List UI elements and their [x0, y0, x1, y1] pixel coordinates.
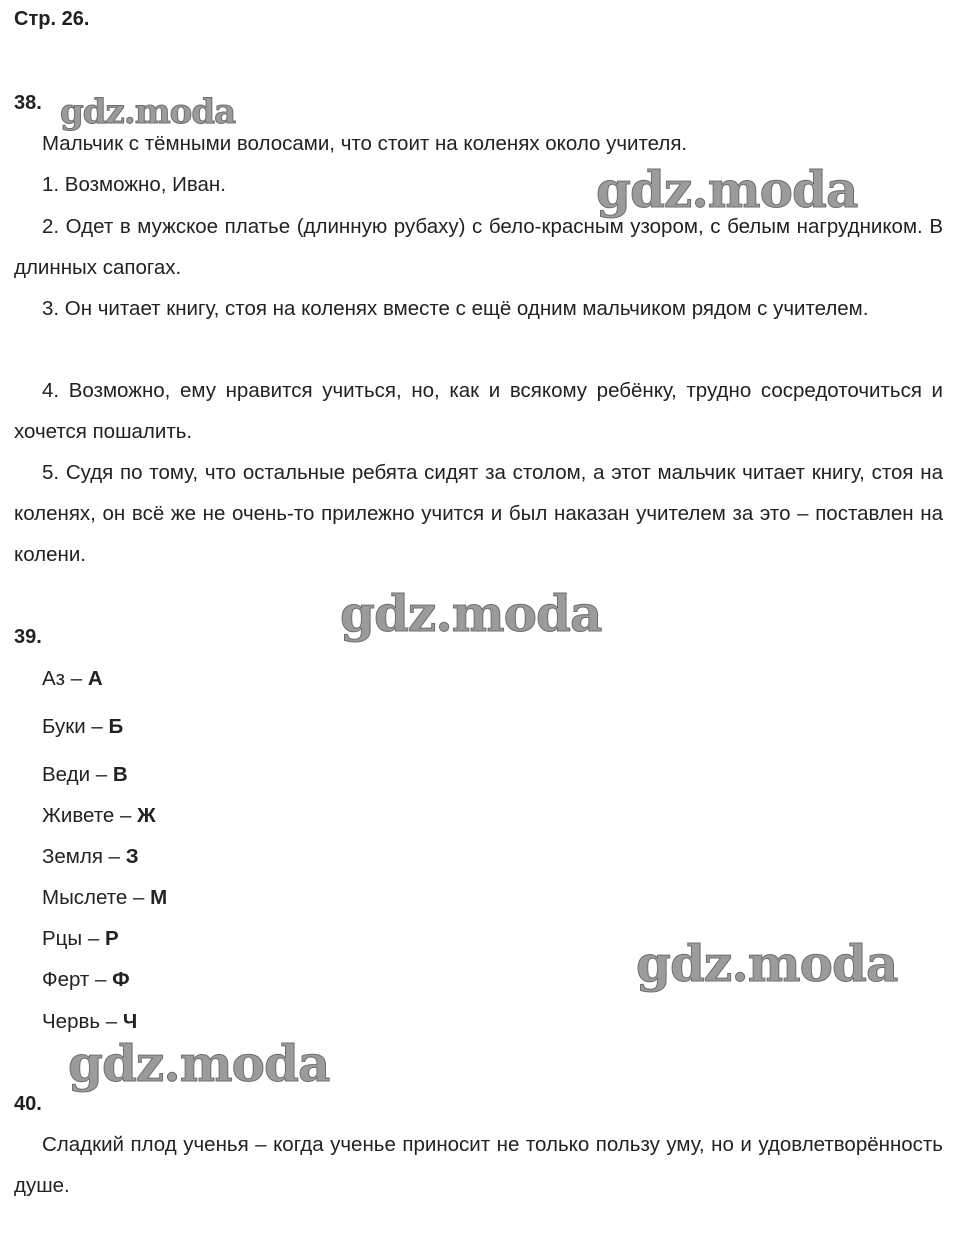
letter-row: Буки – Б: [42, 715, 124, 738]
letter-row: Ферт – Ф: [42, 968, 130, 991]
task-38-number: 38.: [14, 92, 42, 114]
task-40-text: Сладкий плод ученья – когда ученье приносит не только пользу уму, но и удовлетворённость душе.: [14, 1133, 943, 1197]
page-header: Стр. 26.: [14, 8, 90, 30]
task-38-intro: Мальчик с тёмными волосами, что стоит на коленях около учителя.: [42, 132, 688, 155]
letter-row: Червь – Ч: [42, 1010, 138, 1033]
letter-row: Веди – В: [42, 763, 128, 786]
watermark: gdz.moda: [340, 584, 602, 643]
task-38-item-1: 1. Возможно, Иван.: [42, 173, 226, 196]
task-39-number: 39.: [14, 626, 42, 648]
watermark: gdz.moda: [596, 160, 858, 219]
watermark: gdz.moda: [636, 934, 898, 993]
letter-row: Мыслете – М: [42, 886, 168, 909]
watermark: gdz.moda: [68, 1034, 330, 1093]
task-40-number: 40.: [14, 1093, 42, 1115]
letter-row: Рцы – Р: [42, 927, 119, 950]
letter-row: Аз – А: [42, 667, 103, 690]
task-38-item-5: 5. Судя по тому, что остальные ребята сидят за столом, а этот мальчик читает книгу, стоя на коленях, он всё же не очень-то прилежно учится и был наказан учителем за это – поставлен на колени.: [14, 461, 943, 566]
watermark: gdz.moda: [60, 92, 236, 132]
task-38-item-4: 4. Возможно, ему нравится учиться, но, как и всякому ребёнку, трудно сосредоточиться и хочется пошалить.: [14, 379, 943, 443]
task-38-item-3: 3. Он читает книгу, стоя на коленях вместе с ещё одним мальчиком рядом с учителем.: [42, 297, 869, 320]
task-38-item-2: 2. Одет в мужское платье (длинную рубаху) с бело-красным узором, с белым нагрудником. В длинных сапогах.: [14, 215, 943, 279]
letter-row: Живете – Ж: [42, 804, 156, 827]
letter-row: Земля – З: [42, 845, 139, 868]
